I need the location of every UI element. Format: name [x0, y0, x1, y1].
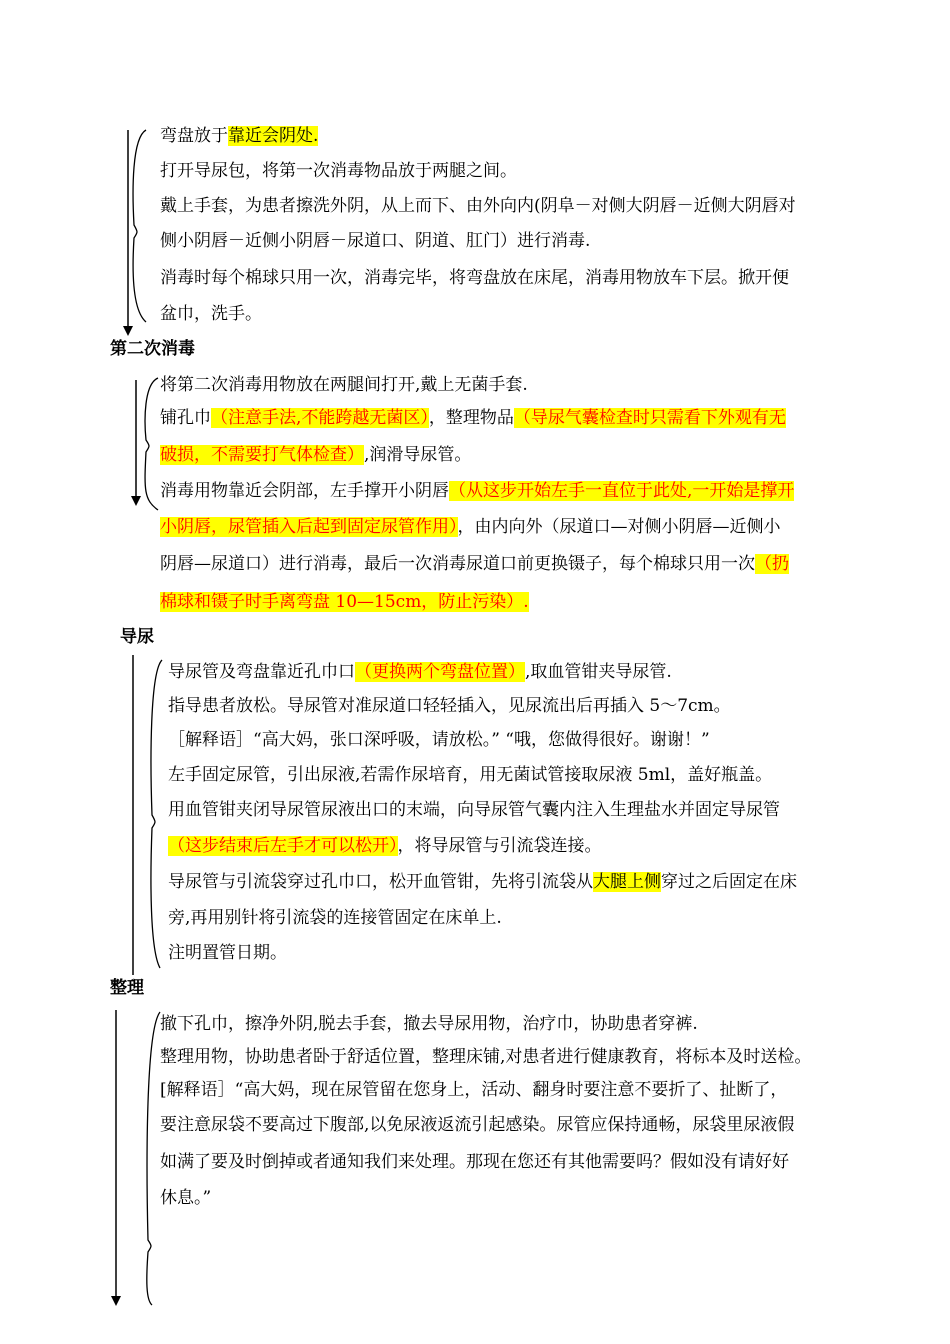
text-line: 旁,再用别针将引流袋的连接管固定在床单上. — [168, 908, 502, 928]
brace-4 — [147, 1012, 160, 1305]
highlight-text: （注意手法,不能跨越无菌区） — [211, 408, 429, 428]
text-line: 注明置管日期。 — [168, 943, 287, 963]
text-line — [160, 552, 789, 576]
text-line: 打开导尿包，将第一次消毒物品放于两腿之间。 — [160, 161, 517, 181]
brace-1 — [133, 130, 146, 322]
text-line: 消毒时每个棉球只用一次，消毒完毕，将弯盘放在床尾，消毒用物放车下层。掀开便 — [160, 268, 789, 288]
highlight-text: 大腿上侧 — [593, 872, 661, 892]
text-line — [168, 660, 672, 684]
text-run: ，由内向外（尿道口—对侧小阴唇—近侧小 — [457, 517, 781, 537]
text-run: ，整理物品 — [428, 408, 514, 428]
text-line — [160, 515, 781, 539]
text-line: 左手固定尿管，引出尿液,若需作尿培育，用无菌试管接取尿液 5ml，盖好瓶盖。 — [168, 765, 773, 785]
text-line: 撤下孔巾，擦净外阴,脱去手套，撤去导尿用物，治疗巾，协助患者穿裤. — [160, 1014, 698, 1034]
text-run: 弯盘放于 — [160, 126, 228, 146]
text-line — [160, 124, 318, 148]
text-line: ［解释语］“高大妈，张口深呼吸，请放松。” “哦，您做得很好。谢谢！” — [168, 730, 710, 750]
text-line — [168, 870, 797, 894]
text-line — [160, 443, 471, 467]
text-line: 侧小阴唇－近侧小阴唇－尿道口、阴道、肛门）进行消毒. — [160, 231, 591, 251]
highlight-text: 棉球和镊子时手离弯盘 10—15cm，防止污染）. — [160, 592, 529, 612]
text-line — [168, 834, 602, 858]
text-line: 休息。” — [160, 1188, 212, 1208]
text-run: 阴唇—尿道口）进行消毒，最后一次消毒尿道口前更换镊子，每个棉球只用一次 — [160, 554, 755, 574]
text-line: 要注意尿袋不要高过下腹部,以免尿液返流引起感染。尿管应保持通畅，尿袋里尿液假 — [160, 1115, 795, 1135]
text-run: 穿过之后固定在床 — [661, 872, 797, 892]
text-line — [160, 590, 529, 614]
highlight-text: 小阴唇，尿管插入后起到固定尿管作用） — [160, 517, 458, 537]
arrow-head-4 — [111, 1296, 121, 1306]
text-run: 导尿管及弯盘靠近孔巾口 — [168, 662, 355, 682]
text-line: 盆巾，洗手。 — [160, 304, 262, 324]
text-line: 指导患者放松。导尿管对准尿道口轻轻插入，见尿流出后再插入 5～7cm。 — [168, 696, 731, 716]
text-run: 导尿管与引流袋穿过孔巾口，松开血管钳，先将引流袋从 — [168, 872, 593, 892]
section-heading: 第二次消毒 — [110, 339, 195, 359]
text-line: [解释语］“高大妈，现在尿管留在您身上，活动、翻身时要注意不要折了、扯断了， — [160, 1080, 788, 1100]
text-run: ,润滑导尿管。 — [364, 445, 472, 465]
highlight-text: （扔 — [755, 554, 789, 574]
text-line: 将第二次消毒用物放在两腿间打开,戴上无菌手套. — [160, 375, 528, 395]
brace-3 — [151, 660, 162, 968]
section-heading: 导尿 — [120, 627, 154, 647]
text-run: ，将导尿管与引流袋连接。 — [397, 836, 602, 856]
text-line — [160, 406, 786, 430]
text-line: 戴上手套，为患者擦洗外阴，从上而下、由外向内(阴阜－对侧大阴唇－近侧大阴唇对 — [160, 196, 796, 216]
text-run: 铺孔巾 — [160, 408, 211, 428]
section-heading: 整理 — [110, 978, 144, 998]
text-line: 用血管钳夹闭导尿管尿液出口的末端，向导尿管气囊内注入生理盐水并固定导尿管 — [168, 800, 780, 820]
highlight-text: （这步结束后左手才可以松开） — [168, 836, 398, 856]
text-line: 如满了要及时倒掉或者通知我们来处理。那现在您还有其他需要吗？假如没有请好好 — [160, 1152, 789, 1172]
highlight-text: 靠近会阴处. — [228, 126, 319, 146]
highlight-text: （导尿气囊检查时只需看下外观有无 — [513, 408, 786, 428]
highlight-text: 破损，不需要打气体检查） — [160, 445, 364, 465]
highlight-text: （从这步开始左手一直位于此处,一开始是撑开 — [449, 481, 795, 501]
arrow-head-2 — [131, 496, 141, 506]
text-line — [160, 479, 794, 503]
text-line: 整理用物，协助患者卧于舒适位置，整理床铺,对患者进行健康教育，将标本及时送检。 — [160, 1047, 812, 1067]
text-run: ,取血管钳夹导尿管. — [525, 662, 672, 682]
brace-2 — [145, 378, 158, 510]
arrow-head-1 — [123, 326, 133, 336]
highlight-text: （更换两个弯盘位置） — [355, 662, 525, 682]
text-run: 消毒用物靠近会阴部，左手撑开小阴唇 — [160, 481, 449, 501]
